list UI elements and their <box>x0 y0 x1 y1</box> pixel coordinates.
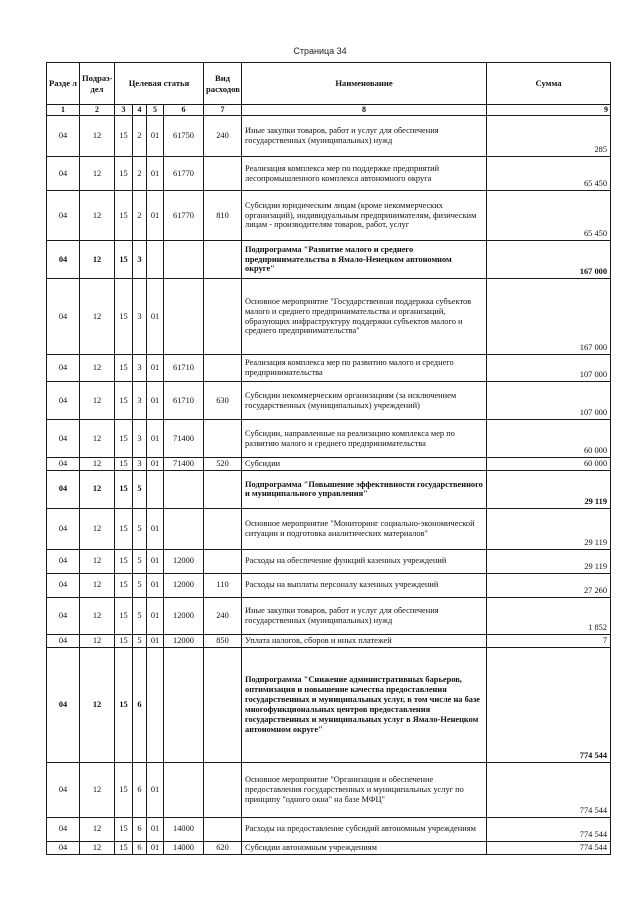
cell-sum: 774 544 <box>487 647 611 762</box>
cell-podrazdel: 12 <box>80 116 115 157</box>
cell-c5: 01 <box>147 549 164 573</box>
table-row <box>47 573 611 597</box>
cell-vid: 850 <box>204 634 242 647</box>
cell-c6: 12000 <box>164 549 204 573</box>
cell-razdel: 04 <box>47 241 80 279</box>
col-number: 6 <box>164 105 204 116</box>
cell-vid <box>204 470 242 508</box>
table-row <box>47 817 611 841</box>
cell-podrazdel: 12 <box>80 597 115 634</box>
table-row <box>47 508 611 549</box>
cell-sum: 60 000 <box>487 420 611 458</box>
header-podrazdel: Подраз- дел <box>80 63 115 105</box>
cell-c4: 5 <box>133 508 147 549</box>
cell-c6: 61710 <box>164 382 204 420</box>
cell-c4: 2 <box>133 116 147 157</box>
cell-c5: 01 <box>147 508 164 549</box>
cell-c6 <box>164 279 204 355</box>
table-row <box>47 458 611 471</box>
cell-razdel: 04 <box>47 279 80 355</box>
cell-c3: 15 <box>115 191 133 241</box>
cell-vid <box>204 817 242 841</box>
cell-razdel: 04 <box>47 841 80 854</box>
cell-podrazdel: 12 <box>80 157 115 191</box>
cell-c6: 12000 <box>164 597 204 634</box>
cell-c5: 01 <box>147 573 164 597</box>
table-row <box>47 241 611 279</box>
cell-sum: 167 000 <box>487 279 611 355</box>
cell-c4: 6 <box>133 841 147 854</box>
cell-c5: 01 <box>147 420 164 458</box>
header-celevaya: Целевая статья <box>115 63 204 105</box>
cell-name: Подпрограмма "Повышение эффективности государственного и муниципального управления" <box>242 470 487 508</box>
cell-podrazdel: 12 <box>80 241 115 279</box>
cell-sum: 27 260 <box>487 573 611 597</box>
cell-c5: 01 <box>147 279 164 355</box>
cell-c3: 15 <box>115 241 133 279</box>
cell-c5: 01 <box>147 817 164 841</box>
cell-sum: 65 450 <box>487 157 611 191</box>
table-row <box>47 647 611 762</box>
cell-podrazdel: 12 <box>80 355 115 382</box>
cell-c5: 01 <box>147 634 164 647</box>
cell-sum: 285 <box>487 116 611 157</box>
cell-c5: 01 <box>147 157 164 191</box>
cell-podrazdel: 12 <box>80 420 115 458</box>
cell-c3: 15 <box>115 634 133 647</box>
budget-table-container <box>46 62 610 855</box>
cell-c5 <box>147 470 164 508</box>
cell-c6: 14000 <box>164 841 204 854</box>
cell-razdel: 04 <box>47 762 80 817</box>
cell-c4: 5 <box>133 549 147 573</box>
cell-name: Иные закупки товаров, работ и услуг для обеспечения государственных (муниципальных) нужд <box>242 597 487 634</box>
cell-razdel: 04 <box>47 116 80 157</box>
table-row <box>47 597 611 634</box>
col-number: 4 <box>133 105 147 116</box>
cell-podrazdel: 12 <box>80 382 115 420</box>
cell-name: Уплата налогов, сборов и иных платежей <box>242 634 487 647</box>
cell-razdel: 04 <box>47 191 80 241</box>
cell-c6: 71400 <box>164 458 204 471</box>
cell-sum: 774 544 <box>487 817 611 841</box>
cell-sum: 167 000 <box>487 241 611 279</box>
cell-c3: 15 <box>115 841 133 854</box>
cell-c4: 5 <box>133 470 147 508</box>
cell-podrazdel: 12 <box>80 458 115 471</box>
cell-vid <box>204 355 242 382</box>
cell-razdel: 04 <box>47 647 80 762</box>
cell-c6: 12000 <box>164 573 204 597</box>
cell-c3: 15 <box>115 420 133 458</box>
cell-sum: 107 000 <box>487 355 611 382</box>
cell-c5: 01 <box>147 841 164 854</box>
cell-name: Основное мероприятие "Организация и обеспечение предоставления государственных и муниципальных услуг по принципу "одного окна" на базе МФЦ" <box>242 762 487 817</box>
cell-c4: 3 <box>133 382 147 420</box>
page-label: Страница 34 <box>293 46 347 56</box>
cell-sum: 107 000 <box>487 382 611 420</box>
cell-razdel: 04 <box>47 817 80 841</box>
cell-c4: 3 <box>133 279 147 355</box>
cell-c4: 3 <box>133 241 147 279</box>
cell-c3: 15 <box>115 762 133 817</box>
cell-vid <box>204 647 242 762</box>
table-body <box>47 116 611 855</box>
cell-podrazdel: 12 <box>80 573 115 597</box>
cell-sum: 29 119 <box>487 508 611 549</box>
cell-vid <box>204 241 242 279</box>
cell-name: Расходы на обеспечение функций казенных учреждений <box>242 549 487 573</box>
cell-c5: 01 <box>147 191 164 241</box>
cell-name: Подпрограмма "Развитие малого и среднего предпринимательства в Ямало-Ненецком автономном округе" <box>242 241 487 279</box>
cell-c6: 61710 <box>164 355 204 382</box>
header-sum: Сумма <box>487 63 611 105</box>
cell-c6 <box>164 508 204 549</box>
cell-razdel: 04 <box>47 157 80 191</box>
col-number: 1 <box>47 105 80 116</box>
column-number-row <box>47 105 611 116</box>
cell-c6: 61750 <box>164 116 204 157</box>
table-row <box>47 191 611 241</box>
cell-c3: 15 <box>115 355 133 382</box>
cell-name: Основное мероприятие "Государственная поддержка субъектов малого и среднего предпринимательства и организаций, образующих инфраструктуру поддержки субъектов малого и среднего предпринимательства" <box>242 279 487 355</box>
table-row <box>47 420 611 458</box>
table-row <box>47 116 611 157</box>
cell-vid <box>204 157 242 191</box>
cell-c6: 61770 <box>164 191 204 241</box>
cell-razdel: 04 <box>47 420 80 458</box>
cell-name: Реализация комплекса мер по развитию малого и среднего предпринимательства <box>242 355 487 382</box>
cell-podrazdel: 12 <box>80 508 115 549</box>
cell-c4: 5 <box>133 634 147 647</box>
cell-sum: 774 544 <box>487 841 611 854</box>
cell-c3: 15 <box>115 157 133 191</box>
cell-c6: 14000 <box>164 817 204 841</box>
cell-vid <box>204 762 242 817</box>
table-row <box>47 841 611 854</box>
header-row <box>47 63 611 105</box>
cell-vid: 520 <box>204 458 242 471</box>
cell-razdel: 04 <box>47 458 80 471</box>
col-number: 8 <box>242 105 487 116</box>
cell-razdel: 04 <box>47 470 80 508</box>
cell-c4: 3 <box>133 420 147 458</box>
cell-podrazdel: 12 <box>80 647 115 762</box>
cell-vid: 620 <box>204 841 242 854</box>
cell-podrazdel: 12 <box>80 634 115 647</box>
table-row <box>47 382 611 420</box>
table-row <box>47 355 611 382</box>
cell-podrazdel: 12 <box>80 762 115 817</box>
table-row <box>47 634 611 647</box>
cell-podrazdel: 12 <box>80 841 115 854</box>
cell-razdel: 04 <box>47 573 80 597</box>
col-number: 3 <box>115 105 133 116</box>
cell-name: Субсидии автономным учреждениям <box>242 841 487 854</box>
cell-c3: 15 <box>115 817 133 841</box>
cell-c5: 01 <box>147 762 164 817</box>
cell-c5: 01 <box>147 355 164 382</box>
cell-sum: 774 544 <box>487 762 611 817</box>
cell-podrazdel: 12 <box>80 191 115 241</box>
cell-c3: 15 <box>115 647 133 762</box>
cell-vid: 240 <box>204 597 242 634</box>
cell-sum: 29 119 <box>487 549 611 573</box>
cell-sum: 1 852 <box>487 597 611 634</box>
cell-c6 <box>164 470 204 508</box>
header-vid: Вид расходов <box>204 63 242 105</box>
cell-c4: 2 <box>133 191 147 241</box>
cell-name: Субсидии некоммерческим организациям (за исключением государственных (муниципальных) учреждений) <box>242 382 487 420</box>
cell-c6 <box>164 647 204 762</box>
cell-c3: 15 <box>115 382 133 420</box>
cell-c6 <box>164 762 204 817</box>
cell-vid: 110 <box>204 573 242 597</box>
cell-c5: 01 <box>147 597 164 634</box>
header-razdel: Разде л <box>47 63 80 105</box>
cell-razdel: 04 <box>47 634 80 647</box>
cell-sum: 7 <box>487 634 611 647</box>
table-row <box>47 549 611 573</box>
cell-c3: 15 <box>115 573 133 597</box>
cell-name: Субсидии, направленные на реализацию комплекса мер по развитию малого и среднего предпринимательства <box>242 420 487 458</box>
cell-name: Субсидии <box>242 458 487 471</box>
cell-c4: 5 <box>133 597 147 634</box>
cell-name: Расходы на предоставление субсидий автономным учреждениям <box>242 817 487 841</box>
cell-vid: 240 <box>204 116 242 157</box>
header-name: Наименование <box>242 63 487 105</box>
cell-vid: 810 <box>204 191 242 241</box>
table-row <box>47 157 611 191</box>
cell-c3: 15 <box>115 549 133 573</box>
cell-podrazdel: 12 <box>80 549 115 573</box>
col-number: 7 <box>204 105 242 116</box>
cell-sum: 60 000 <box>487 458 611 471</box>
cell-sum: 65 450 <box>487 191 611 241</box>
cell-c5 <box>147 241 164 279</box>
cell-c3: 15 <box>115 458 133 471</box>
cell-podrazdel: 12 <box>80 279 115 355</box>
cell-name: Иные закупки товаров, работ и услуг для обеспечения государственных (муниципальных) нужд <box>242 116 487 157</box>
cell-razdel: 04 <box>47 549 80 573</box>
cell-c4: 2 <box>133 157 147 191</box>
cell-podrazdel: 12 <box>80 470 115 508</box>
cell-razdel: 04 <box>47 382 80 420</box>
cell-vid: 630 <box>204 382 242 420</box>
cell-vid <box>204 549 242 573</box>
table-row <box>47 279 611 355</box>
cell-name: Расходы на выплаты персоналу казенных учреждений <box>242 573 487 597</box>
cell-razdel: 04 <box>47 508 80 549</box>
cell-c4: 6 <box>133 762 147 817</box>
cell-c6: 71400 <box>164 420 204 458</box>
col-number: 9 <box>487 105 611 116</box>
budget-table <box>46 62 611 855</box>
cell-c6 <box>164 241 204 279</box>
cell-c4: 3 <box>133 355 147 382</box>
cell-c3: 15 <box>115 597 133 634</box>
cell-name: Основное мероприятие "Мониторинг социально-экономической ситуации и подготовка аналитических материалов" <box>242 508 487 549</box>
cell-c5: 01 <box>147 382 164 420</box>
table-row <box>47 470 611 508</box>
table-row <box>47 762 611 817</box>
cell-vid <box>204 508 242 549</box>
col-number: 2 <box>80 105 115 116</box>
cell-c4: 6 <box>133 817 147 841</box>
cell-vid <box>204 279 242 355</box>
cell-c3: 15 <box>115 470 133 508</box>
cell-c5 <box>147 647 164 762</box>
cell-vid <box>204 420 242 458</box>
cell-sum: 29 119 <box>487 470 611 508</box>
cell-name: Субсидии юридическим лицам (кроме некоммерческих организаций), индивидуальным предпринимателям, физическим лицам - производителям товаров, работ, услуг <box>242 191 487 241</box>
cell-podrazdel: 12 <box>80 817 115 841</box>
cell-c3: 15 <box>115 116 133 157</box>
cell-c3: 15 <box>115 508 133 549</box>
cell-c5: 01 <box>147 458 164 471</box>
cell-razdel: 04 <box>47 597 80 634</box>
cell-c3: 15 <box>115 279 133 355</box>
cell-c6: 61770 <box>164 157 204 191</box>
cell-name: Подпрограмма "Снижение административных барьеров, оптимизация и повышение качества предоставления государственных и муниципальных услуг, в том числе на базе многофункциональных центров предоставления государственных и муниципальных услуг в Ямало-Ненецком автономном округе" <box>242 647 487 762</box>
cell-razdel: 04 <box>47 355 80 382</box>
cell-c6: 12000 <box>164 634 204 647</box>
cell-c4: 6 <box>133 647 147 762</box>
col-number: 5 <box>147 105 164 116</box>
cell-c4: 5 <box>133 573 147 597</box>
cell-c4: 3 <box>133 458 147 471</box>
cell-c5: 01 <box>147 116 164 157</box>
cell-name: Реализация комплекса мер по поддержке предприятий лесопромышленного комплекса автономного округа <box>242 157 487 191</box>
